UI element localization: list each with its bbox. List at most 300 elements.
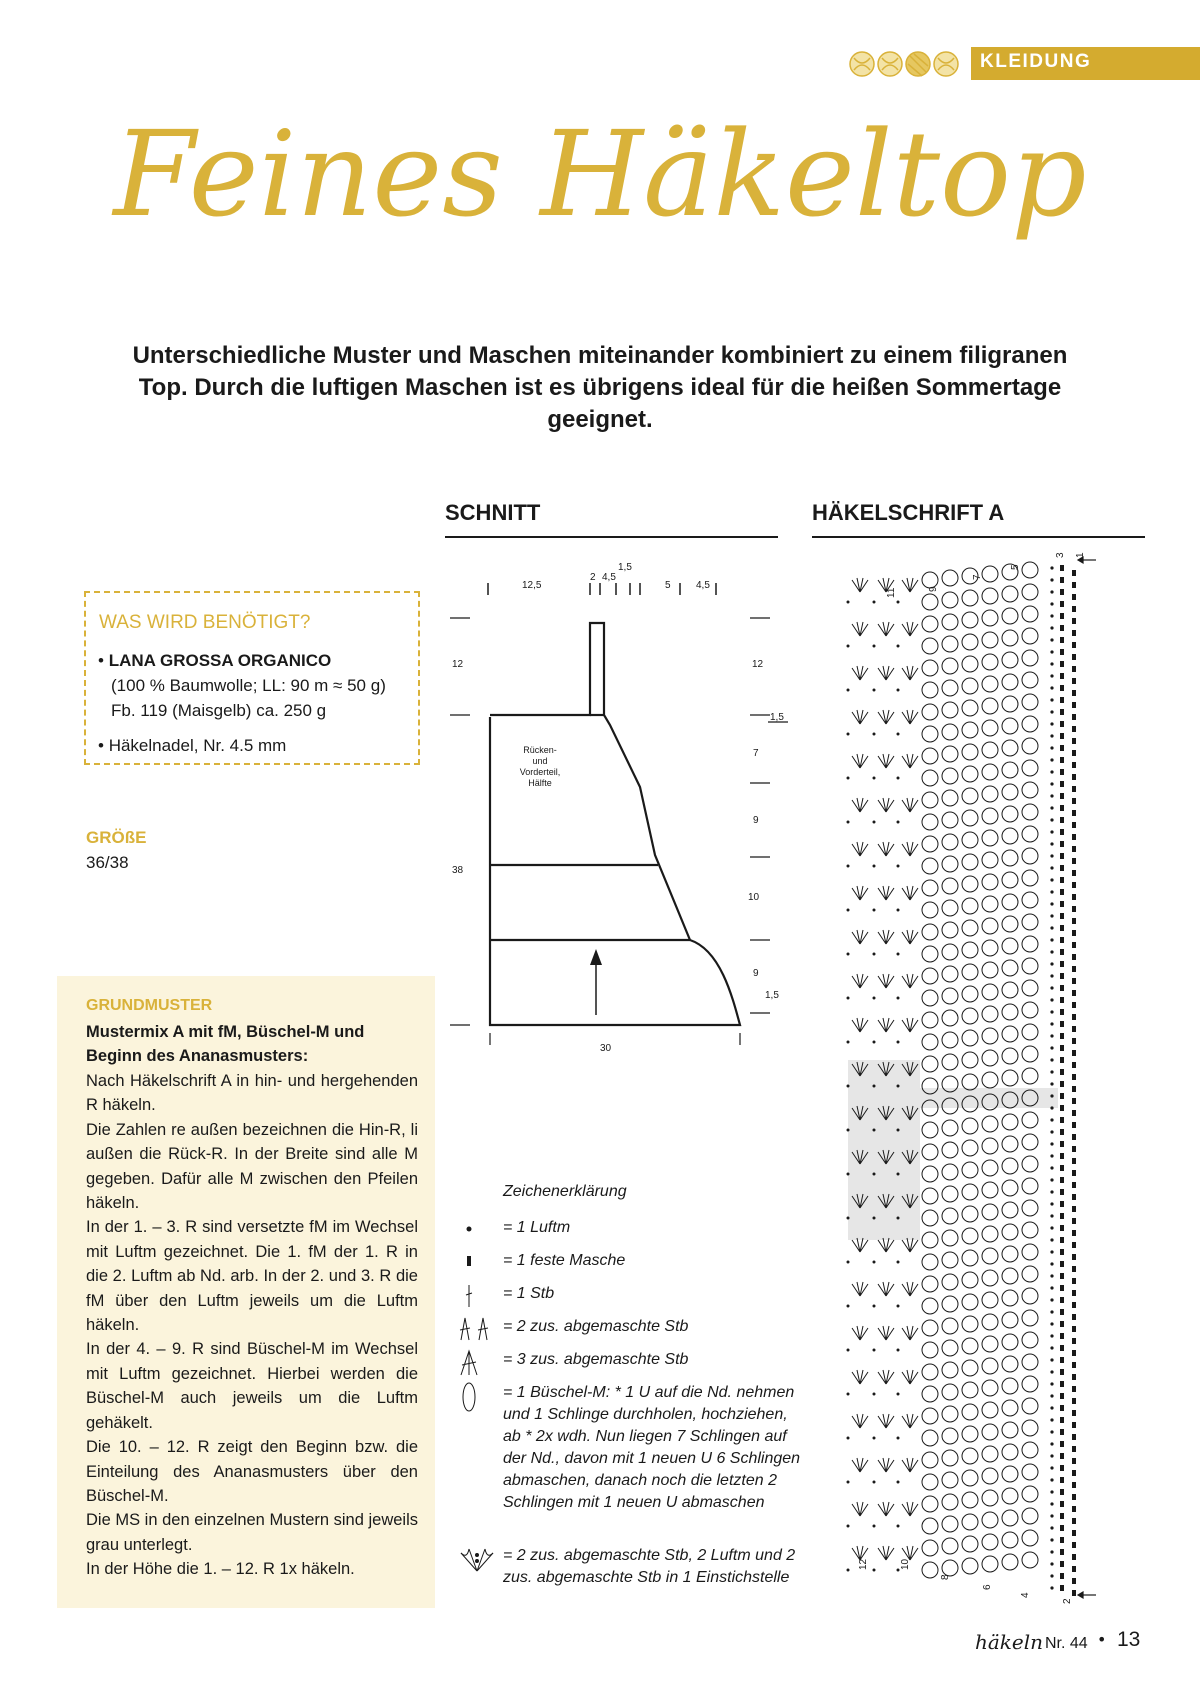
chain-mark xyxy=(897,777,900,780)
shell-mark xyxy=(902,1018,918,1032)
pattern-paragraph: Die Zahlen re außen bezeichnen die Hin-R, li außen die Rück-R. In der Breite sind alle M gegeben. Dafür alle M zwischen den Pfeilen häkeln. xyxy=(86,1120,418,1213)
svg-text:Rücken-: Rücken- xyxy=(523,745,557,755)
chain-mark xyxy=(1050,1562,1053,1565)
chain-mark xyxy=(1050,926,1053,929)
chain-mark xyxy=(897,997,900,1000)
sc-mark xyxy=(1072,1578,1076,1584)
page-title: Feines Häkeltop xyxy=(113,105,1087,243)
schnitt-rule xyxy=(445,536,778,538)
dim-label: 7 xyxy=(753,748,759,759)
cluster-mark xyxy=(982,830,998,846)
sc-mark xyxy=(1060,1189,1064,1195)
cluster-mark xyxy=(962,1272,978,1288)
cluster-mark xyxy=(1022,584,1038,600)
cluster-mark xyxy=(942,1362,958,1378)
sc-mark xyxy=(1072,1566,1076,1572)
sc-mark xyxy=(1060,1441,1064,1447)
cluster-mark xyxy=(962,766,978,782)
cluster-mark xyxy=(942,790,958,806)
chain-mark xyxy=(1050,746,1053,749)
sc-mark xyxy=(1072,1554,1076,1560)
sc-mark xyxy=(1072,726,1076,732)
sc-mark xyxy=(1072,1158,1076,1164)
sc-mark xyxy=(1072,1362,1076,1368)
sc-mark xyxy=(1072,1218,1076,1224)
cluster-mark xyxy=(922,1518,938,1534)
chain-mark xyxy=(1050,602,1053,605)
dim-label: 2 xyxy=(590,572,596,583)
cluster-mark xyxy=(1002,740,1018,756)
shell-mark xyxy=(878,1282,894,1296)
shell-mark xyxy=(878,666,894,680)
cluster-mark xyxy=(1002,1136,1018,1152)
row-number: 3 xyxy=(1055,552,1066,558)
cluster-mark xyxy=(962,744,978,760)
sc-mark xyxy=(1060,1033,1064,1039)
chain-mark xyxy=(1050,1310,1053,1313)
sc-mark xyxy=(1072,1434,1076,1440)
cluster-mark xyxy=(1022,1398,1038,1414)
chain-mark xyxy=(1050,1382,1053,1385)
chain-mark xyxy=(1050,950,1053,953)
sc-mark xyxy=(1072,1074,1076,1080)
chain-mark xyxy=(1050,1058,1053,1061)
sc-mark xyxy=(1060,1213,1064,1219)
svg-text:und: und xyxy=(532,756,548,766)
yarn-balls-icon xyxy=(848,48,963,80)
cluster-mark xyxy=(962,1140,978,1156)
sc-mark xyxy=(1072,1518,1076,1524)
sc-mark xyxy=(1072,966,1076,972)
sc-mark xyxy=(1060,709,1064,715)
sc-mark xyxy=(1072,1398,1076,1404)
chart-rule xyxy=(812,536,1145,538)
sc-mark xyxy=(1060,1057,1064,1063)
chain-mark xyxy=(847,1437,850,1440)
cluster-mark xyxy=(1002,1378,1018,1394)
chain-mark xyxy=(873,953,876,956)
cluster-mark xyxy=(922,1298,938,1314)
sc-mark xyxy=(1060,1321,1064,1327)
chain-mark xyxy=(1050,1166,1053,1169)
sc-mark xyxy=(1060,625,1064,631)
shell-mark xyxy=(902,1546,918,1560)
shell-mark xyxy=(852,1018,868,1032)
sc-mark xyxy=(1060,1513,1064,1519)
cluster-mark xyxy=(962,1052,978,1068)
chain-mark xyxy=(897,689,900,692)
cluster-mark xyxy=(982,786,998,802)
chain-mark xyxy=(1050,1502,1053,1505)
chain-mark xyxy=(897,909,900,912)
sc-mark xyxy=(1060,637,1064,643)
cluster-mark xyxy=(1002,894,1018,910)
chain-mark xyxy=(1050,866,1053,869)
chain-mark xyxy=(847,1481,850,1484)
cluster-mark xyxy=(1002,1158,1018,1174)
shell-mark xyxy=(902,842,918,856)
cluster-mark xyxy=(942,570,958,586)
cluster-mark xyxy=(982,1028,998,1044)
sc-mark xyxy=(1072,642,1076,648)
chain-mark xyxy=(1050,1022,1053,1025)
chain-mark xyxy=(847,1349,850,1352)
cluster-mark xyxy=(1022,782,1038,798)
sc-mark xyxy=(1072,702,1076,708)
chain-mark xyxy=(1050,662,1053,665)
shell-mark xyxy=(902,886,918,900)
sc-mark xyxy=(1072,1422,1076,1428)
shell-mark xyxy=(878,754,894,768)
cluster-mark xyxy=(1002,806,1018,822)
cluster-mark xyxy=(1002,1026,1018,1042)
cluster-mark xyxy=(1002,1488,1018,1504)
sc-mark xyxy=(1060,1261,1064,1267)
cluster-mark xyxy=(962,1514,978,1530)
chain-mark xyxy=(847,1217,850,1220)
cluster-mark xyxy=(962,898,978,914)
cluster-mark xyxy=(982,1138,998,1154)
cluster-mark xyxy=(1022,1222,1038,1238)
cluster-mark xyxy=(1002,1048,1018,1064)
chain-mark xyxy=(1050,806,1053,809)
cluster-mark xyxy=(1022,694,1038,710)
sc-mark xyxy=(1060,673,1064,679)
sc-mark xyxy=(1072,762,1076,768)
cluster-mark xyxy=(1002,938,1018,954)
chain-mark xyxy=(1050,1106,1053,1109)
cluster-mark xyxy=(922,638,938,654)
sc-mark xyxy=(1072,606,1076,612)
cluster-mark xyxy=(942,944,958,960)
chain-mark xyxy=(873,1525,876,1528)
cluster-mark xyxy=(1022,628,1038,644)
cluster-mark xyxy=(922,616,938,632)
cluster-mark xyxy=(962,1206,978,1222)
cluster-mark xyxy=(922,792,938,808)
sc-mark xyxy=(1072,1110,1076,1116)
cluster-mark xyxy=(1002,960,1018,976)
sc-mark xyxy=(1072,714,1076,720)
cluster-mark xyxy=(1022,1288,1038,1304)
cluster-mark xyxy=(1022,606,1038,622)
pattern-paragraph: In der 4. – 9. R sind Büschel-M im Wechsel mit Luftm gezeichnet. Hierbei werden die Büschel-M auch jeweils um die Luftm gehäkelt. xyxy=(86,1340,418,1432)
sc-mark xyxy=(1060,877,1064,883)
chain-mark xyxy=(873,1305,876,1308)
shell-mark xyxy=(902,1414,918,1428)
chain-mark xyxy=(1050,1190,1053,1193)
cluster-mark xyxy=(1002,1510,1018,1526)
pattern-body xyxy=(86,1069,418,1582)
cluster-mark xyxy=(962,876,978,892)
cluster-mark xyxy=(942,1054,958,1070)
chain-mark xyxy=(1050,938,1053,941)
yarn-color: Fb. 119 (Maisgelb) ca. 250 g xyxy=(111,701,327,720)
cluster-mark xyxy=(1002,1224,1018,1240)
cluster-mark xyxy=(922,1364,938,1380)
legend-title: Zeichenerklärung xyxy=(503,1183,627,1200)
sc-mark xyxy=(1072,990,1076,996)
sc-mark xyxy=(1072,1146,1076,1152)
sc-mark xyxy=(1060,1585,1064,1591)
dim-label: 4,5 xyxy=(602,572,616,583)
sc-mark xyxy=(1072,1494,1076,1500)
shell-mark xyxy=(878,1018,894,1032)
chain-mark xyxy=(1050,1178,1053,1181)
cluster-mark xyxy=(962,1558,978,1574)
shell-mark xyxy=(852,710,868,724)
cluster-mark xyxy=(982,918,998,934)
shell-mark xyxy=(902,974,918,988)
cluster-mark xyxy=(922,1386,938,1402)
shell-mark xyxy=(878,1458,894,1472)
legend-text: = 1 Luftm xyxy=(503,1219,571,1236)
sc-mark xyxy=(1072,1098,1076,1104)
cluster-mark xyxy=(922,1562,938,1578)
chain-mark xyxy=(1050,1418,1053,1421)
sc-mark xyxy=(1060,853,1064,859)
chain-mark xyxy=(873,1173,876,1176)
row-number: 7 xyxy=(972,574,983,580)
cluster-mark xyxy=(942,900,958,916)
shell-mark xyxy=(852,1458,868,1472)
sc-mark xyxy=(1072,1014,1076,1020)
cluster-mark xyxy=(1022,1266,1038,1282)
cluster-mark xyxy=(1022,1508,1038,1524)
cluster-mark xyxy=(1022,1420,1038,1436)
cluster-mark xyxy=(1022,1310,1038,1326)
sc-mark xyxy=(1072,894,1076,900)
category-label: KLEIDUNG xyxy=(980,51,1092,72)
shell-mark xyxy=(902,754,918,768)
cluster-mark xyxy=(982,1292,998,1308)
chain-mark xyxy=(1050,914,1053,917)
footer-bullet: • xyxy=(1097,1630,1107,1649)
cluster-mark xyxy=(942,1450,958,1466)
chain-mark xyxy=(1050,722,1053,725)
cluster-mark xyxy=(1022,804,1038,820)
cluster-mark xyxy=(922,814,938,830)
cluster-mark xyxy=(982,1226,998,1242)
sc-mark xyxy=(1072,1506,1076,1512)
chain-mark xyxy=(873,1349,876,1352)
dim-label: 30 xyxy=(600,1043,612,1054)
chain-mark xyxy=(847,821,850,824)
cluster-mark xyxy=(1022,1244,1038,1260)
pattern-paragraph: In der Höhe die 1. – 12. R 1x häkeln. xyxy=(86,1560,355,1579)
sc-mark xyxy=(1072,858,1076,864)
cluster-mark xyxy=(982,1490,998,1506)
sc-mark xyxy=(1072,954,1076,960)
cluster-mark xyxy=(982,610,998,626)
cluster-mark xyxy=(982,566,998,582)
cluster-mark xyxy=(942,812,958,828)
sc-mark xyxy=(1072,570,1076,576)
sc-mark xyxy=(1072,690,1076,696)
sc-mark xyxy=(1060,685,1064,691)
cluster-mark xyxy=(962,986,978,1002)
cluster-mark xyxy=(922,990,938,1006)
chain-mark xyxy=(1050,734,1053,737)
sc-mark xyxy=(1072,906,1076,912)
pattern-title: GRUNDMUSTER xyxy=(86,997,213,1014)
cluster-mark xyxy=(942,592,958,608)
chain-mark xyxy=(873,1261,876,1264)
cluster-mark xyxy=(942,1538,958,1554)
cluster-mark xyxy=(922,594,938,610)
cluster-mark xyxy=(1022,1442,1038,1458)
chart-heading: HÄKELSCHRIFT A xyxy=(812,500,1005,525)
sc-mark xyxy=(1060,1573,1064,1579)
cluster-mark xyxy=(982,698,998,714)
cluster-mark xyxy=(942,1384,958,1400)
cluster-mark xyxy=(922,1232,938,1248)
shell-mark xyxy=(878,1546,894,1560)
sc-mark xyxy=(1060,1297,1064,1303)
sc-mark xyxy=(1072,1374,1076,1380)
cluster-mark xyxy=(982,940,998,956)
cluster-mark xyxy=(962,1228,978,1244)
row-number: 11 xyxy=(886,587,897,598)
cluster-mark xyxy=(962,634,978,650)
sc-mark xyxy=(1072,1230,1076,1236)
chain-mark xyxy=(897,601,900,604)
cluster-mark xyxy=(982,1116,998,1132)
cluster-mark xyxy=(962,1074,978,1090)
chain-mark xyxy=(897,1305,900,1308)
sc-mark xyxy=(1072,594,1076,600)
chain-mark xyxy=(847,1525,850,1528)
sc-mark xyxy=(1060,985,1064,991)
cluster-mark xyxy=(942,1142,958,1158)
sc-mark xyxy=(1072,1326,1076,1332)
chain-mark xyxy=(1050,566,1053,569)
dim-label: 5 xyxy=(665,580,671,591)
cluster-mark xyxy=(942,966,958,982)
sc-mark xyxy=(1072,678,1076,684)
cluster-mark xyxy=(982,632,998,648)
chain-mark xyxy=(1050,1046,1053,1049)
pattern-paragraph: Die 10. – 12. R zeigt den Beginn bzw. die Einteilung des Ananasmusters über den Büschel-M. xyxy=(86,1438,418,1505)
cluster-mark xyxy=(942,614,958,630)
chain-mark xyxy=(1050,1130,1053,1133)
sc-mark xyxy=(1060,1249,1064,1255)
dim-label: 12 xyxy=(452,659,464,670)
cluster-mark xyxy=(962,1030,978,1046)
chain-mark xyxy=(897,1437,900,1440)
sc-mark xyxy=(1060,1201,1064,1207)
cluster-mark xyxy=(922,880,938,896)
materials-needle xyxy=(98,734,286,758)
shell-mark xyxy=(902,710,918,724)
shell-mark xyxy=(852,622,868,636)
row-number: 6 xyxy=(982,1584,993,1590)
sc-mark xyxy=(1072,738,1076,744)
shell-mark xyxy=(878,710,894,724)
chain-mark xyxy=(1050,1370,1053,1373)
cluster-mark xyxy=(982,1006,998,1022)
bullet: • xyxy=(98,651,109,670)
cluster-mark xyxy=(942,878,958,894)
svg-text:Vorderteil,: Vorderteil, xyxy=(519,767,561,777)
cluster-mark xyxy=(1022,1354,1038,1370)
cluster-mark xyxy=(1002,762,1018,778)
sc-mark xyxy=(1072,1410,1076,1416)
sc-mark xyxy=(1060,1273,1064,1279)
sc-mark xyxy=(1060,1561,1064,1567)
shell-mark xyxy=(878,1370,894,1384)
sc-mark xyxy=(1060,1333,1064,1339)
cluster-mark xyxy=(1022,826,1038,842)
chain-mark xyxy=(847,689,850,692)
cluster-mark xyxy=(1022,672,1038,688)
chain-mark xyxy=(1050,1466,1053,1469)
chain-mark xyxy=(1050,590,1053,593)
sc-mark xyxy=(1072,1194,1076,1200)
chain-mark xyxy=(897,1085,900,1088)
sc-mark xyxy=(1060,829,1064,835)
chain-mark xyxy=(847,997,850,1000)
sc-mark xyxy=(1060,781,1064,787)
chain-mark xyxy=(1050,614,1053,617)
chain-mark xyxy=(847,953,850,956)
shell-mark xyxy=(878,1326,894,1340)
sc-mark xyxy=(1060,1453,1064,1459)
chain-mark xyxy=(1050,1286,1053,1289)
chain-mark xyxy=(897,1217,900,1220)
chain-mark xyxy=(847,1041,850,1044)
cluster-mark xyxy=(1022,1464,1038,1480)
chain-mark xyxy=(1050,1070,1053,1073)
shell-mark xyxy=(902,578,918,592)
chain-mark xyxy=(873,601,876,604)
chain-mark xyxy=(1050,1526,1053,1529)
row-number: 2 xyxy=(1062,1598,1073,1604)
shell-mark xyxy=(878,930,894,944)
intro-text: Unterschiedliche Muster und Maschen miteinander kombiniert zu einem filigranen Top. Durch die luftigen Maschen ist es übrigens ideal für die heißen Sommertage geeignet. xyxy=(132,342,1068,433)
cluster-mark xyxy=(1022,1486,1038,1502)
cluster-mark xyxy=(982,1248,998,1264)
cluster-mark xyxy=(1022,1332,1038,1348)
sc-mark xyxy=(1072,1122,1076,1128)
cluster-stitch-icon xyxy=(457,1382,499,1412)
sc-mark xyxy=(1072,630,1076,636)
cluster-mark xyxy=(922,858,938,874)
shell-mark xyxy=(902,1370,918,1384)
shell-mark xyxy=(902,1502,918,1516)
repeat-highlight xyxy=(920,1088,1058,1108)
sc-mark xyxy=(1072,846,1076,852)
footer-issue: Nr. 44 xyxy=(1045,1635,1088,1652)
chain-mark xyxy=(1050,1262,1053,1265)
sc-mark xyxy=(1060,925,1064,931)
cluster-mark xyxy=(1002,718,1018,734)
chain-mark xyxy=(1050,686,1053,689)
cluster-mark xyxy=(1002,1268,1018,1284)
cluster-mark xyxy=(982,962,998,978)
cluster-mark xyxy=(1002,828,1018,844)
cluster-mark xyxy=(982,1160,998,1176)
cluster-mark xyxy=(942,1010,958,1026)
cluster-mark xyxy=(1002,1180,1018,1196)
chain-mark xyxy=(1050,1442,1053,1445)
materials-yarn xyxy=(98,649,331,673)
chain-mark xyxy=(847,733,850,736)
cluster-mark xyxy=(922,748,938,764)
sc-mark xyxy=(1072,1542,1076,1548)
chain-mark xyxy=(1050,878,1053,881)
cluster-mark xyxy=(982,1358,998,1374)
